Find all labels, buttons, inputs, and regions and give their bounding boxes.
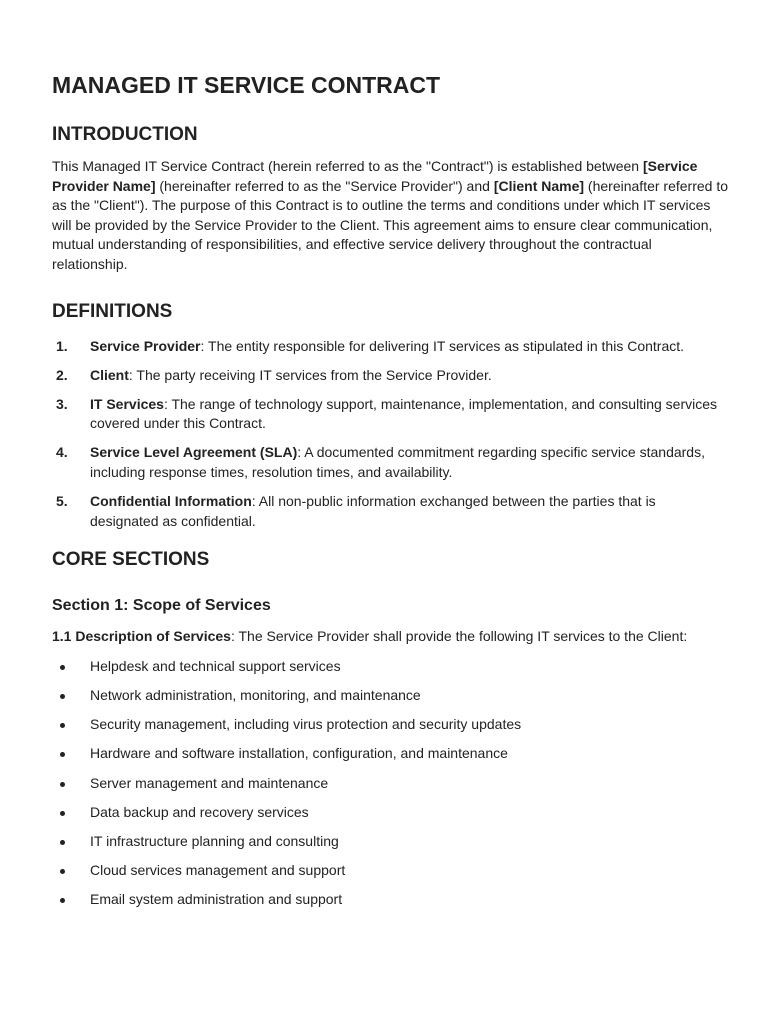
definition-text: : All non-public information exchanged between the parties that is designated as confidential. [90, 493, 656, 529]
bullet-icon [60, 723, 65, 728]
service-item-label: Network administration, monitoring, and maintenance [90, 687, 421, 704]
definition-item [52, 337, 728, 357]
service-item-label: Hardware and software installation, configuration, and maintenance [90, 745, 508, 762]
definition-text: : The entity responsible for delivering IT services as stipulated in this Contract. [200, 337, 685, 354]
definition-number: 3. [56, 395, 68, 412]
definition-text: : The range of technology support, maintenance, implementation, and consulting services covered under this Contract. [90, 395, 718, 432]
introduction-heading: INTRODUCTION [52, 124, 198, 145]
bullet-icon [60, 811, 65, 816]
definition-item [52, 492, 728, 531]
service-provider-name-placeholder: [Service Provider Name] [52, 158, 698, 194]
definition-term: IT Services [90, 395, 164, 412]
definition-item [52, 443, 728, 482]
document-title: MANAGED IT SERVICE CONTRACT [52, 72, 441, 98]
definition-text: : A documented commitment regarding specific service standards, including response times, resolution times, and availability. [90, 444, 705, 481]
definition-number: 2. [56, 366, 68, 383]
bullet-icon [60, 694, 65, 699]
service-item [52, 686, 728, 706]
bullet-icon [60, 665, 65, 670]
bullet-icon [60, 898, 65, 903]
definition-number: 5. [56, 493, 68, 510]
services-list [52, 657, 728, 910]
service-item [52, 744, 728, 764]
client-name-placeholder: [Client Name] [493, 177, 585, 194]
service-item [52, 832, 728, 852]
bullet-icon [60, 752, 65, 757]
service-item-label: Email system administration and support [90, 891, 343, 908]
intro-text-3: (hereinafter referred to as the "Client"). The purpose of this Contract is to outline the terms and conditions under which IT services will be provided by the Service Provider to the Client. This agreement aims to ensure clear communication, mutual understanding of responsibilities, and effective service delivery throughout the contractual relationship. [52, 177, 729, 272]
definition-term: Service Level Agreement (SLA) [90, 444, 298, 461]
bullet-icon [60, 840, 65, 845]
definition-text: : The party receiving IT services from the Service Provider. [128, 366, 492, 383]
service-item-label: Server management and maintenance [90, 774, 329, 791]
definition-term: Client [90, 366, 129, 383]
document-page [52, 70, 728, 920]
definitions-list [52, 337, 728, 532]
definition-term: Service Provider [90, 337, 201, 354]
service-item [52, 861, 728, 881]
introduction-paragraph [52, 157, 728, 275]
description-of-services-term: 1.1 Description of Services [52, 628, 231, 645]
section-1-heading: Section 1: Scope of Services [52, 597, 271, 615]
definition-number: 1. [56, 337, 68, 354]
service-item [52, 774, 728, 794]
service-item-label: Helpdesk and technical support services [90, 657, 341, 674]
bullet-icon [60, 869, 65, 874]
definition-term: Confidential Information [90, 493, 252, 510]
description-of-services-paragraph [52, 627, 728, 647]
service-item-label: IT infrastructure planning and consulting [90, 833, 339, 850]
service-item [52, 803, 728, 823]
definition-item [52, 366, 728, 386]
definition-item [52, 395, 728, 434]
intro-text-2: (hereinafter referred to as the "Service Provider") and [155, 177, 494, 194]
service-item [52, 657, 728, 677]
intro-text-1: This Managed IT Service Contract (herein referred to as the "Contract") is established between [52, 158, 643, 174]
definitions-heading: DEFINITIONS [52, 300, 173, 322]
bullet-icon [60, 782, 65, 787]
service-item [52, 715, 728, 735]
service-item-label: Data backup and recovery services [90, 803, 309, 820]
description-of-services-text: : The Service Provider shall provide the following IT services to the Client: [230, 628, 688, 645]
definition-number: 4. [56, 444, 68, 461]
service-item-label: Security management, including virus protection and security updates [90, 716, 522, 733]
service-item [52, 890, 728, 910]
core-sections-heading: CORE SECTIONS [52, 549, 210, 571]
service-item-label: Cloud services management and support [90, 862, 346, 879]
